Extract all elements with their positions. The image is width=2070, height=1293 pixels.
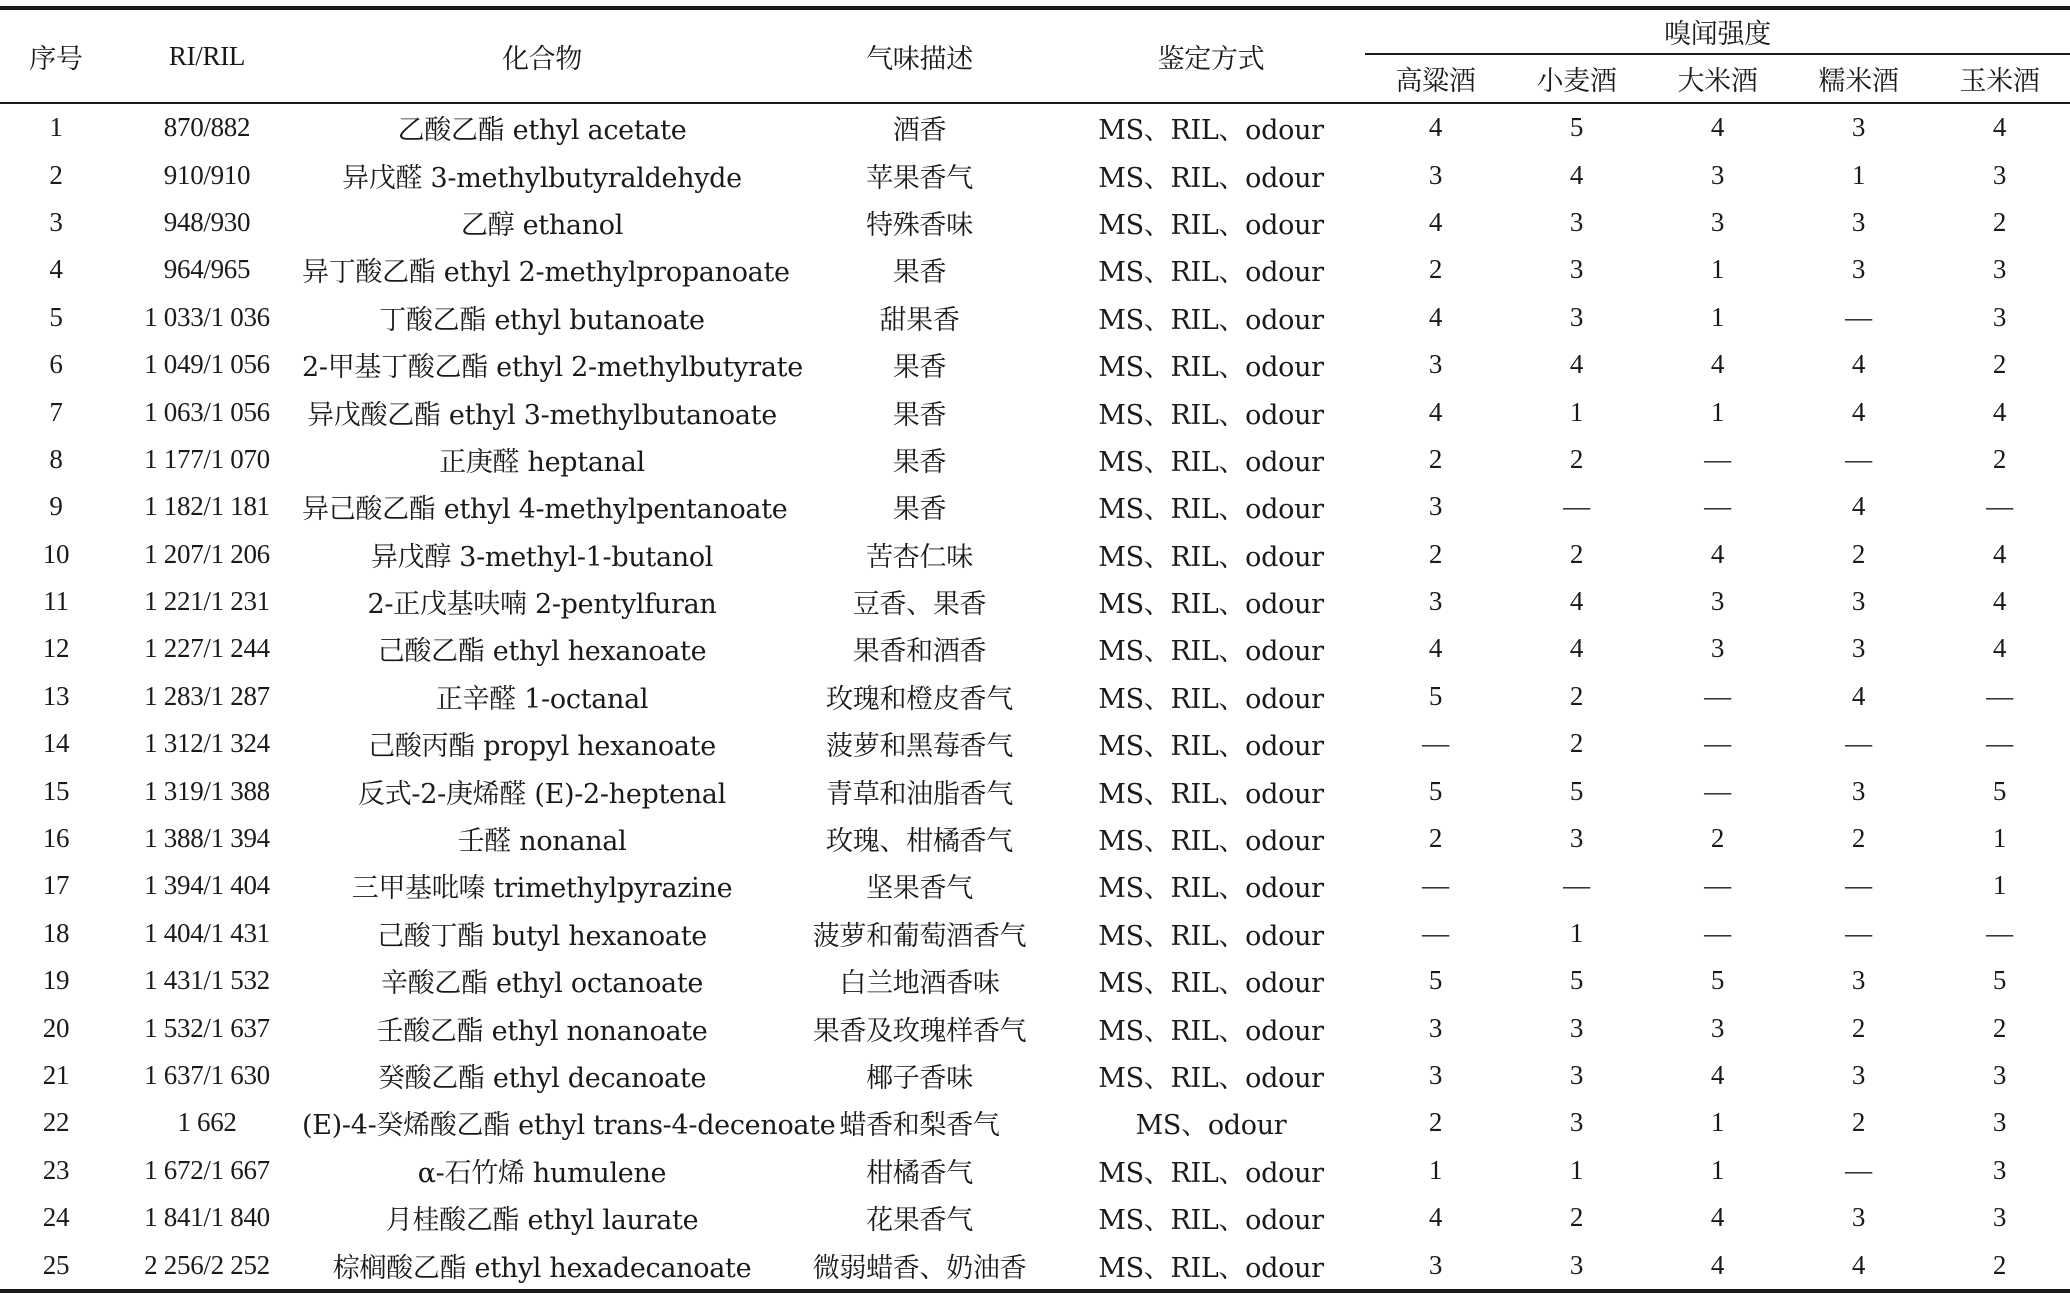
cell-ri: 1 207/1 206 [144,538,270,569]
cell-no: 10 [42,538,70,569]
cell-intensity: 3 [1569,254,1584,285]
cell-intensity: 4 [1428,396,1443,427]
cell-intensity: 4 [1710,538,1725,569]
table-row [0,1099,2070,1146]
cell-ri: 964/965 [163,254,251,285]
cell-ri: 1 394/1 404 [144,870,270,901]
cell-intensity: 3 [1851,254,1866,285]
cell-intensity: 2 [1569,443,1584,474]
header-liquor: 玉米酒 [1929,54,2070,103]
cell-compound: 壬醛 nonanal [457,826,627,858]
cell-no: 8 [49,443,63,474]
cell-compound: 壬酸乙酯 ethyl nonanoate [376,1015,708,1047]
cell-intensity: — [1704,775,1731,806]
cell-ri: 1 063/1 056 [144,396,270,427]
cell-compound: 正庚醛 heptanal [439,446,645,478]
header-liquor: 糯米酒 [1788,54,1929,103]
cell-intensity: 2 [1992,349,2007,380]
cell-intensity: — [1845,728,1872,759]
cell-odor: 菠萝和黑莓香气 [826,731,1013,763]
cell-intensity: 3 [1851,633,1866,664]
cell-odor: 果香 [892,494,947,526]
cell-compound: 辛酸乙酯 ethyl octanoate [380,968,704,1000]
cell-intensity: 5 [1569,775,1584,806]
cell-odor: 果香 [892,352,947,384]
cell-intensity: 3 [1506,1241,1647,1290]
cell-intensity: 2 [1851,823,1866,854]
table-row [0,151,2070,198]
cell-intensity: 4 [1992,633,2007,664]
cell-intensity: 3 [1992,254,2007,285]
cell-intensity: 4 [1851,396,1866,427]
cell-intensity: — [1422,728,1449,759]
cell-intensity: 3 [1428,349,1443,380]
cell-intensity: 2 [1428,443,1443,474]
table-row [0,720,2070,767]
cell-intensity: 4 [1569,586,1584,617]
cell-intensity: — [1845,443,1872,474]
header-ri: RI/RIL [112,8,302,103]
cell-intensity: 3 [1710,206,1725,237]
cell-odor: 果香及玫瑰样香气 [812,1015,1027,1047]
table-row [0,910,2070,957]
cell-intensity: 1 [1569,1154,1584,1185]
cell-intensity: 5 [1992,965,2007,996]
cell-method: MS、RIL、odour [1098,589,1324,621]
cell-ri: 1 177/1 070 [144,443,270,474]
cell-intensity: — [1704,443,1731,474]
cell-intensity: 4 [1710,112,1725,143]
cell-intensity: 3 [1710,633,1725,664]
cell-compound: 乙醇 ethanol [460,209,624,241]
cell-intensity: — [1704,680,1731,711]
cell-intensity: — [1986,491,2013,522]
cell-intensity: 4 [1428,112,1443,143]
cell-intensity: 2 [1428,538,1443,569]
header-liquor: 高粱酒 [1365,54,1506,103]
cell-intensity: 4 [1992,538,2007,569]
cell-no: 18 [42,917,70,948]
cell-odor: 坚果香气 [866,873,973,905]
cell-intensity: 3 [1851,965,1866,996]
cell-intensity: 1 [1710,1107,1725,1138]
table-row [0,862,2070,909]
table-row [0,388,2070,435]
cell-method: MS、RIL、odour [1098,162,1324,194]
cell-intensity: 3 [1851,206,1866,237]
cell-compound: 异戊酸乙酯 ethyl 3-methylbutanoate [307,399,777,431]
header-liquor: 大米酒 [1647,54,1788,103]
cell-intensity: 2 [1569,680,1584,711]
cell-odor: 果香和酒香 [852,636,987,668]
cell-intensity: 4 [1428,1202,1443,1233]
cell-intensity: 1 [1710,1154,1725,1185]
cell-intensity: 3 [1428,159,1443,190]
cell-intensity: 4 [1788,1241,1929,1290]
cell-intensity: 1 [1428,1154,1443,1185]
cell-intensity: — [1704,870,1731,901]
cell-intensity: 2 [1929,1241,2070,1290]
cell-intensity: 1 [1710,301,1725,332]
cell-odor: 椰子香味 [866,1063,973,1094]
cell-compound: 三甲基吡嗪 trimethylpyrazine [351,873,733,905]
cell-odor: 特殊香味 [866,209,973,241]
cell-intensity: — [1422,917,1449,948]
cell-intensity: 5 [1992,775,2007,806]
cell-intensity: — [1563,870,1590,901]
cell-odor: 菠萝和葡萄酒香气 [812,920,1027,952]
cell-intensity: — [1704,917,1731,948]
cell-compound: 反式-2-庚烯醛 (E)-2-heptenal [358,778,726,810]
cell-intensity: 5 [1569,112,1584,143]
cell-intensity: 2 [1851,1012,1866,1043]
cell-ri: 1 227/1 244 [144,633,270,664]
table-row [0,1241,2070,1290]
cell-ri: 1 404/1 431 [144,917,270,948]
cell-method: MS、RIL、odour [1098,304,1324,336]
cell-intensity: 5 [1710,965,1725,996]
cell-intensity: — [1845,301,1872,332]
cell-intensity: 3 [1851,1202,1866,1233]
cell-odor: 花果香气 [866,1205,973,1237]
cell-intensity: — [1704,728,1731,759]
cell-method: MS、RIL、odour [1098,1063,1324,1094]
cell-method: MS、RIL、odour [1098,1157,1324,1189]
header-compound: 化合物 [302,8,782,103]
cell-ri: 1 637/1 630 [144,1060,270,1090]
cell-compound: α-石竹烯 humulene [417,1157,667,1189]
cell-intensity: 3 [1569,206,1584,237]
cell-no: 25 [0,1241,112,1290]
cell-odor: 蜡香和梨香气 [839,1110,1000,1142]
cell-intensity: 2 [1569,728,1584,759]
cell-intensity: 2 [1428,1107,1443,1138]
cell-intensity: 3 [1992,159,2007,190]
cell-method: MS、RIL、odour [1098,352,1324,384]
header-row-1 [0,8,2070,54]
cell-odor: 果香 [892,257,947,289]
cell-intensity: 3 [1569,1060,1584,1090]
cell-ri: 1 312/1 324 [144,728,270,759]
cell-intensity: 4 [1428,206,1443,237]
cell-intensity: 2 [1992,1012,2007,1043]
cell-ri: 1 532/1 637 [144,1012,270,1043]
cell-method: MS、RIL、odour [1098,731,1324,763]
cell-odor: 微弱蜡香、奶油香 [782,1241,1057,1290]
cell-no: 14 [42,728,70,759]
odor-compound-table [0,6,2070,1293]
table-row [0,436,2070,483]
cell-intensity: 3 [1569,301,1584,332]
cell-intensity: 3 [1428,491,1443,522]
cell-intensity: 4 [1992,396,2007,427]
cell-compound: 异己酸乙酯 ethyl 4-methylpentanoate [302,494,788,526]
cell-ri: 2 256/2 252 [112,1241,302,1290]
cell-method: MS、RIL、odour [1098,446,1324,478]
cell-no: 6 [49,349,63,380]
cell-intensity: — [1986,728,2013,759]
cell-intensity: 3 [1992,1154,2007,1185]
cell-intensity: 3 [1569,823,1584,854]
cell-compound: 异戊醇 3-methyl-1-butanol [370,541,714,573]
table-row [0,815,2070,862]
cell-odor: 酒香 [892,115,947,147]
cell-intensity: 1 [1992,823,2007,854]
cell-no: 11 [43,586,69,617]
cell-method: MS、RIL、odour [1098,683,1324,715]
cell-compound: 2-正戊基呋喃 2-pentylfuran [367,589,717,621]
table-row [0,767,2070,814]
cell-intensity: 3 [1992,301,2007,332]
cell-ri: 910/910 [163,159,251,190]
cell-ri: 1 049/1 056 [144,349,270,380]
cell-no: 5 [49,301,63,332]
cell-compound: 己酸乙酯 ethyl hexanoate [377,636,707,668]
cell-compound: 异丁酸乙酯 ethyl 2-methylpropanoate [302,257,790,289]
cell-intensity: 1 [1851,159,1866,190]
cell-compound: 己酸丙酯 propyl hexanoate [368,731,716,763]
header-liquor: 小麦酒 [1506,54,1647,103]
cell-intensity: 4 [1569,633,1584,664]
cell-odor: 果香 [892,446,947,478]
cell-intensity: 2 [1992,206,2007,237]
cell-intensity: 4 [1851,680,1866,711]
cell-compound: 乙酸乙酯 ethyl acetate [397,115,687,147]
table-row [0,673,2070,720]
cell-intensity: 3 [1710,159,1725,190]
cell-intensity: 4 [1992,586,2007,617]
cell-intensity: — [1986,917,2013,948]
cell-compound: 2-甲基丁酸乙酯 ethyl 2-methylbutyrate [302,352,803,384]
cell-ri: 1 319/1 388 [144,775,270,806]
cell-no: 2 [49,159,63,190]
cell-intensity: 4 [1428,301,1443,332]
cell-compound: 丁酸乙酯 ethyl butanoate [379,304,705,336]
table-header [0,8,2070,103]
cell-intensity: 1 [1992,870,2007,901]
cell-intensity: — [1845,1154,1872,1185]
cell-intensity: 3 [1569,1012,1584,1043]
cell-no: 17 [42,870,70,901]
cell-intensity: 2 [1851,1107,1866,1138]
cell-method: MS、RIL、odour [1098,968,1324,1000]
cell-ri: 1 182/1 181 [144,491,270,522]
cell-intensity: — [1704,491,1731,522]
cell-no: 9 [49,491,63,522]
cell-odor: 豆香、果香 [852,589,987,621]
cell-intensity: — [1422,870,1449,901]
cell-intensity: 3 [1365,1241,1506,1290]
header-intensity: 嗅闻强度 [1365,8,2070,54]
cell-no: 4 [49,254,63,285]
cell-odor: 苹果香气 [866,162,973,194]
table-body [0,103,2070,1291]
cell-method: MS、RIL、odour [1098,636,1324,668]
cell-intensity: 4 [1569,159,1584,190]
cell-no: 24 [42,1202,70,1233]
cell-intensity: 3 [1851,1060,1866,1090]
cell-intensity: 5 [1428,965,1443,996]
cell-no: 13 [42,680,70,711]
cell-method: MS、RIL、odour [1098,826,1324,858]
cell-ri: 1 672/1 667 [144,1154,270,1185]
cell-ri: 870/882 [163,112,251,143]
cell-odor: 柑橘香气 [866,1157,973,1189]
cell-intensity: — [1845,917,1872,948]
cell-method: MS、RIL、odour [1098,873,1324,905]
cell-no: 23 [42,1154,70,1185]
cell-method: MS、RIL、odour [1098,1205,1324,1237]
cell-method: MS、RIL、odour [1098,257,1324,289]
cell-intensity: 5 [1428,680,1443,711]
cell-intensity: 3 [1428,1060,1443,1090]
cell-method: MS、odour [1135,1110,1287,1142]
cell-no: 15 [42,775,70,806]
cell-compound: 异戊醛 3-methylbutyraldehyde [342,162,742,194]
cell-intensity: — [1986,680,2013,711]
table-row [0,1194,2070,1241]
cell-ri: 1 388/1 394 [144,823,270,854]
cell-odor: 苦杏仁味 [866,541,973,573]
cell-intensity: 3 [1851,112,1866,143]
header-no: 序号 [0,8,112,103]
cell-no: 1 [49,112,63,143]
cell-intensity: 2 [1428,823,1443,854]
cell-intensity: 3 [1569,1107,1584,1138]
cell-intensity: 3 [1710,586,1725,617]
cell-compound: 月桂酸乙酯 ethyl laurate [385,1205,699,1237]
cell-intensity: 3 [1992,1060,2007,1090]
cell-intensity: 4 [1710,1202,1725,1233]
cell-ri: 1 662 [177,1107,237,1138]
cell-ri: 1 221/1 231 [144,586,270,617]
cell-method: MS、RIL、odour [1098,399,1324,431]
table-row [0,199,2070,246]
cell-no: 20 [42,1012,70,1043]
cell-intensity: 1 [1569,396,1584,427]
cell-compound: 己酸丁酯 butyl hexanoate [377,920,707,952]
table-row [0,578,2070,625]
cell-intensity: — [1845,870,1872,901]
cell-method: MS、RIL、odour [1098,115,1324,147]
cell-intensity: 4 [1710,1060,1725,1090]
cell-method: MS、RIL、odour [1057,1241,1365,1290]
table-row [0,1004,2070,1051]
table-row [0,483,2070,530]
cell-intensity: 3 [1851,775,1866,806]
cell-intensity: 5 [1569,965,1584,996]
cell-method: MS、RIL、odour [1098,1015,1324,1047]
cell-ri: 1 431/1 532 [144,965,270,996]
cell-intensity: 4 [1851,349,1866,380]
table-row [0,341,2070,388]
cell-ri: 1 033/1 036 [144,301,270,332]
cell-intensity: 3 [1851,586,1866,617]
cell-no: 21 [42,1060,70,1090]
cell-method: MS、RIL、odour [1098,541,1324,573]
cell-intensity: 4 [1851,491,1866,522]
table-row [0,531,2070,578]
cell-intensity: 5 [1428,775,1443,806]
cell-intensity: 3 [1992,1202,2007,1233]
cell-intensity: 2 [1569,1202,1584,1233]
cell-odor: 白兰地酒香味 [839,968,1000,1000]
header-method: 鉴定方式 [1057,8,1365,103]
table-row [0,1052,2070,1099]
cell-odor: 果香 [892,399,947,431]
cell-no: 22 [42,1107,70,1138]
cell-method: MS、RIL、odour [1098,778,1324,810]
cell-compound: 棕榈酸乙酯 ethyl hexadecanoate [302,1241,782,1290]
cell-compound: 癸酸乙酯 ethyl decanoate [377,1063,707,1094]
cell-no: 3 [49,206,63,237]
table-row [0,246,2070,293]
cell-method: MS、RIL、odour [1098,494,1324,526]
cell-ri: 1 283/1 287 [144,680,270,711]
cell-intensity: 2 [1992,443,2007,474]
cell-odor: 玫瑰、柑橘香气 [826,826,1013,858]
cell-ri: 948/930 [163,206,251,237]
cell-intensity: 2 [1569,538,1584,569]
cell-intensity: 2 [1428,254,1443,285]
cell-ri: 1 841/1 840 [144,1202,270,1233]
table-row [0,1147,2070,1194]
cell-intensity: 4 [1569,349,1584,380]
cell-odor: 甜果香 [879,304,960,336]
cell-intensity: 3 [1428,1012,1443,1043]
table-row [0,294,2070,341]
cell-intensity: 4 [1428,633,1443,664]
cell-intensity: 4 [1710,349,1725,380]
cell-intensity: 4 [1992,112,2007,143]
cell-intensity: 3 [1992,1107,2007,1138]
cell-intensity: 1 [1710,396,1725,427]
cell-intensity: 3 [1710,1012,1725,1043]
cell-method: MS、RIL、odour [1098,920,1324,952]
cell-intensity: 1 [1569,917,1584,948]
cell-no: 16 [42,823,70,854]
cell-no: 12 [42,633,70,664]
table-row [0,103,2070,151]
cell-no: 7 [49,396,63,427]
cell-intensity: — [1563,491,1590,522]
cell-intensity: 2 [1851,538,1866,569]
cell-compound: 正辛醛 1-octanal [435,683,649,715]
cell-intensity: 1 [1710,254,1725,285]
cell-method: MS、RIL、odour [1098,209,1324,241]
cell-odor: 玫瑰和橙皮香气 [826,683,1013,715]
cell-no: 19 [42,965,70,996]
header-odor: 气味描述 [782,8,1057,103]
cell-intensity: 2 [1710,823,1725,854]
cell-compound: (E)-4-癸烯酸乙酯 ethyl trans-4-decenoate [302,1110,836,1142]
cell-intensity: 4 [1647,1241,1788,1290]
cell-odor: 青草和油脂香气 [826,778,1013,810]
cell-intensity: 3 [1428,586,1443,617]
table-row [0,625,2070,672]
table-row [0,957,2070,1004]
